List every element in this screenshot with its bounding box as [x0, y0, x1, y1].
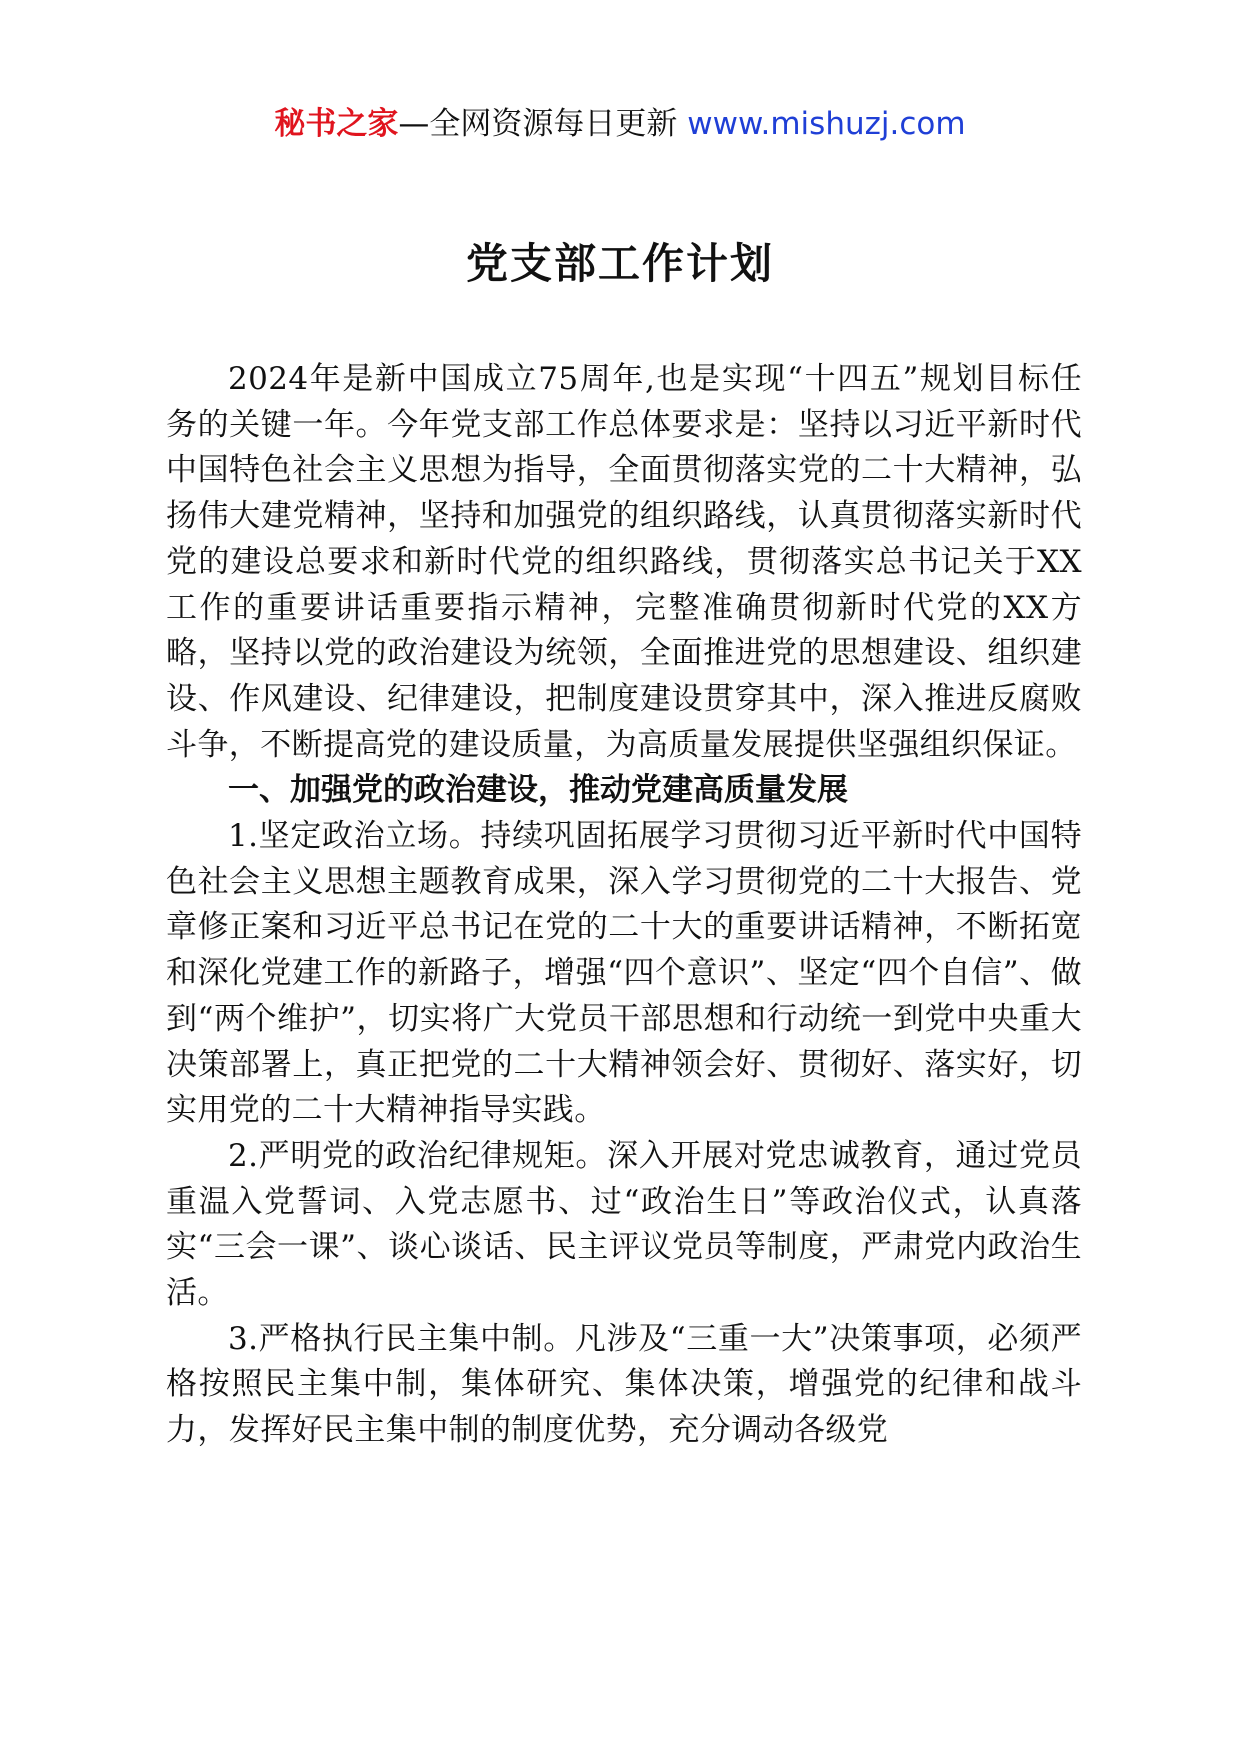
- site-header: [0, 104, 1240, 144]
- document-body: [166, 357, 1082, 1454]
- intro-paragraph: 2024年是新中国成立75周年,也是实现“十四五”规划目标任务的关键一年。今年党支部工作总体要求是：坚持以习近平新时代中国特色社会主义思想为指导，全面贯彻落实党的二十大精神，弘扬伟大建党精神，坚持和加强党的组织路线，认真贯彻落实新时代党的建设总要求和新时代党的组织路线，贯彻落实总书记关于XX工作的重要讲话重要指示精神，完整准确贯彻新时代党的XX方略，坚持以党的政治建设为统领，全面推进党的思想建设、组织建设、作风建设、纪律建设，把制度建设贯穿其中，深入推进反腐败斗争，不断提高党的建设质量，为高质量发展提供坚强组织保证。: [166, 361, 1082, 763]
- item-paragraph-1: 1.坚定政治立场。持续巩固拓展学习贯彻习近平新时代中国特色社会主义思想主题教育成果，深入学习贯彻党的二十大报告、党章修正案和习近平总书记在党的二十大的重要讲话精神，不断拓宽和深化党建工作的新路子，增强“四个意识”、坚定“四个自信”、做到“两个维护”，切实将广大党员干部思想和行动统一到党中央重大决策部署上，真正把党的二十大精神领会好、贯彻好、落实好，切实用党的二十大精神指导实践。: [166, 818, 1082, 1129]
- brand-name: 秘书之家: [274, 106, 399, 142]
- item-paragraph-2: 2.严明党的政治纪律规矩。深入开展对党忠诚教育，通过党员重温入党誓词、入党志愿书、过“政治生日”等政治仪式，认真落实“三会一课”、谈心谈话、民主评议党员等制度，严肃党内政治生活。: [166, 1137, 1082, 1312]
- site-url[interactable]: www.mishuzj.com: [687, 106, 966, 142]
- header-slogan: —全网资源每日更新: [398, 106, 688, 142]
- section-heading-1: 一、加强党的政治建设，推动党建高质量发展: [228, 772, 848, 809]
- document-title: 党支部工作计划: [465, 239, 774, 288]
- item-paragraph-3: 3.严格执行民主集中制。凡涉及“三重一大”决策事项，必须严格按照民主集中制，集体研究、集体决策，增强党的纪律和战斗力，发挥好民主集中制的制度优势，充分调动各级党: [166, 1320, 1082, 1449]
